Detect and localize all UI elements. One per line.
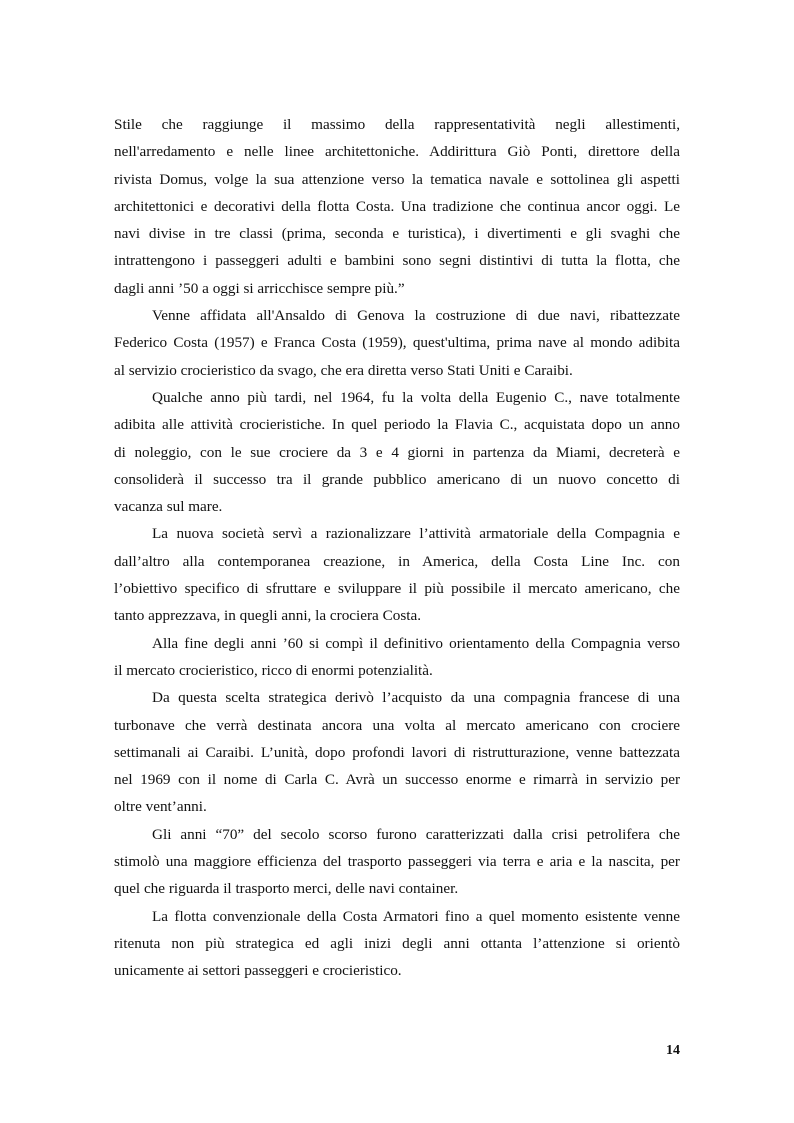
paragraph [114, 684, 680, 820]
paragraph [114, 302, 680, 384]
text-line: dagli anni ’50 a oggi si arricchisce sempre più.” [114, 279, 405, 297]
text-line: navi divise in tre classi (prima, seconda e turistica), i divertimenti e gli svaghi che [114, 225, 680, 243]
text-line: tanto apprezzava, in quegli anni, la crociera Costa. [114, 607, 421, 625]
document-body [114, 111, 680, 985]
text-line: nel 1969 con il nome di Carla C. Avrà un successo enorme e rimarrà in servizio per [114, 771, 680, 789]
text-line: intrattengono i passeggeri adulti e bambini sono segni distintivi di tutta la flotta, che [114, 252, 680, 270]
text-line: Da questa scelta strategica derivò l’acquisto da una compagnia francese di una [152, 689, 680, 707]
text-line: Stile che raggiunge il massimo della rappresentatività negli allestimenti, [114, 116, 680, 133]
text-line: rivista Domus, volge la sua attenzione verso la tematica navale e sottolinea gli aspetti [114, 170, 680, 188]
text-line: ritenuta non più strategica ed agli inizi degli anni ottanta l’attenzione si orientò [114, 934, 680, 952]
text-line: unicamente ai settori passeggeri e crocieristico. [114, 962, 402, 980]
text-line: vacanza sul mare. [114, 498, 223, 516]
text-line: La flotta convenzionale della Costa Armatori fino a quel momento esistente venne [152, 907, 680, 925]
text-line: settimanali ai Caraibi. L’unità, dopo profondi lavori di ristrutturazione, venne battezzata [114, 743, 680, 761]
text-line: Alla fine degli anni ’60 si compì il definitivo orientamento della Compagnia verso [152, 634, 680, 652]
text-line: La nuova società servì a razionalizzare l’attività armatoriale della Compagnia e [152, 525, 680, 543]
paragraph [114, 111, 680, 302]
paragraph [114, 384, 680, 520]
text-line: Federico Costa (1957) e Franca Costa (1959), quest'ultima, prima nave al mondo adibita [114, 334, 680, 352]
text-line: quel che riguarda il trasporto merci, delle navi container. [114, 880, 459, 898]
text-line: l’obiettivo specifico di sfruttare e sviluppare il più possibile il mercato americano, che [114, 580, 680, 598]
text-line: turbonave che verrà destinata ancora una volta al mercato americano con crociere [114, 716, 680, 734]
text-line: al servizio crocieristico da svago, che era diretta verso Stati Uniti e Caraibi. [114, 361, 573, 379]
text-line: architettonici e decorativi della flotta Costa. Una tradizione che continua ancor oggi. Le [114, 197, 680, 215]
text-line: Gli anni “70” del secolo scorso furono caratterizzati dalla crisi petrolifera che [152, 825, 680, 843]
paragraph [114, 630, 680, 685]
paragraph [114, 520, 680, 629]
text-line: consoliderà il successo tra il grande pubblico americano di un nuovo concetto di [114, 470, 680, 488]
page-number: 14 [666, 1043, 680, 1058]
text-line: dall’altro alla contemporanea creazione, in America, della Costa Line Inc. con [114, 552, 680, 570]
text-line: adibita alle attività crocieristiche. In quel periodo la Flavia C., acquistata dopo un anno [114, 416, 680, 434]
text-line: oltre vent’anni. [114, 798, 207, 816]
text-line: Qualche anno più tardi, nel 1964, fu la volta della Eugenio C., nave totalmente [152, 388, 680, 406]
text-line: nell'arredamento e nelle linee architettoniche. Addirittura Giò Ponti, direttore della [114, 143, 680, 161]
text-line: il mercato crocieristico, ricco di enormi potenzialità. [114, 661, 433, 679]
text-line: Venne affidata all'Ansaldo di Genova la costruzione di due navi, ribattezzate [152, 307, 680, 325]
text-line: di noleggio, con le sue crociere da 3 e 4 giorni in partenza da Miami, decreterà e [114, 443, 680, 461]
paragraph [114, 821, 680, 903]
text-line: stimolò una maggiore efficienza del trasporto passeggeri via terra e aria e la nascita, per [114, 853, 680, 871]
paragraph [114, 903, 680, 985]
